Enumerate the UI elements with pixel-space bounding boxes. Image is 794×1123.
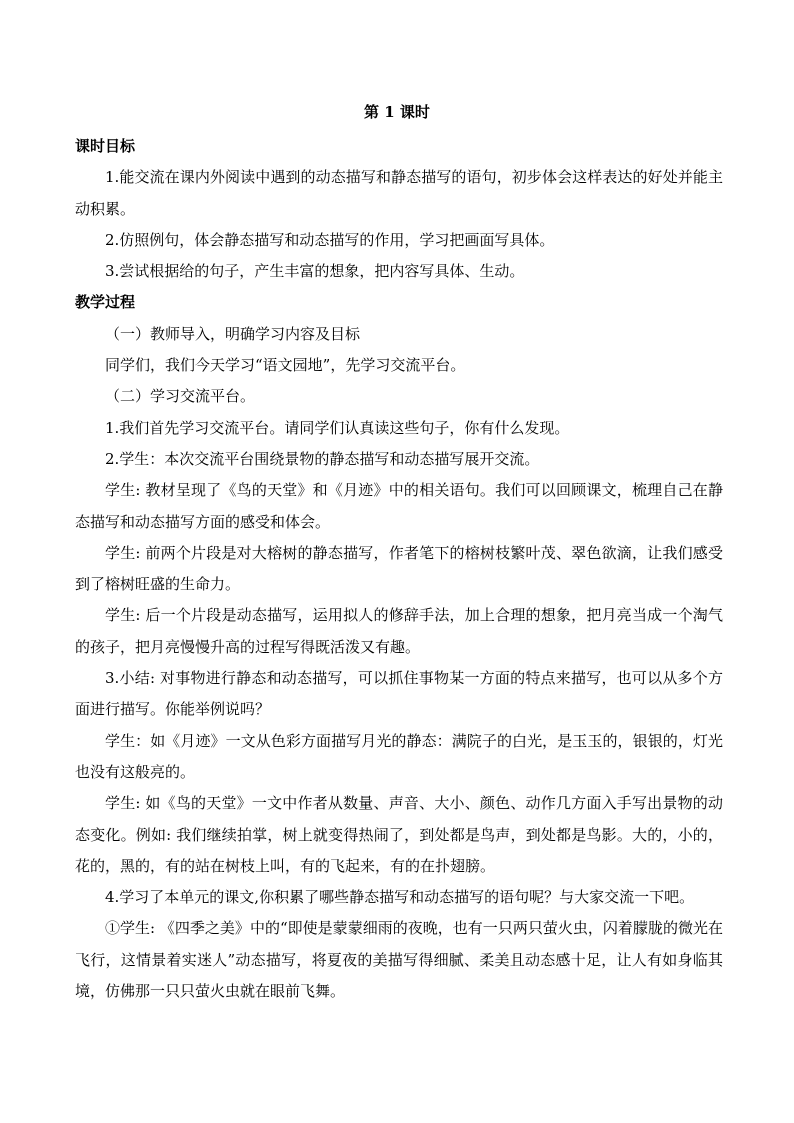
process-heading: 教学过程	[75, 293, 136, 312]
process-paragraph: 4.学习了本单元的课文,你积累了哪些静态描写和动态描写的语句呢？与大家交流一下吧。	[105, 888, 695, 907]
goal-item: 2.仿照例句，体会静态描写和动态描写的作用，学习把画面写具体。	[105, 230, 555, 249]
process-paragraph: 学生: 教材呈现了《鸟的天堂》和《月迹》中的相关语句。我们可以回顾课文，梳理自己在静态描写和动态描写方面的感受和体会。	[75, 481, 723, 531]
goal-item: 1.能交流在课内外阅读中遇到的动态描写和静态描写的语句，初步体会这样表达的好处并能主动积累。	[75, 168, 723, 218]
goals-heading: 课时目标	[75, 137, 136, 155]
process-paragraph: 学生: 后一个片段是动态描写，运用拟人的修辞手法，加上合理的想象，把月亮当成一个淘气的孩子，把月亮慢慢升高的过程写得既活泼又有趣。	[75, 606, 723, 656]
goal-item: 3.尝试根据给的句子，产生丰富的想象，把内容写具体、生动。	[105, 262, 525, 281]
process-paragraph: 3.小结: 对事物进行静态和动态描写，可以抓住事物某一方面的特点来描写，也可以从多个方面进行描写。你能举例说吗？	[75, 669, 723, 719]
process-paragraph: （一）教师导入，明确学习内容及目标	[105, 324, 361, 343]
process-paragraph: 1.我们首先学习交流平台。请同学们认真读这些句子，你有什么发现。	[105, 418, 570, 437]
process-paragraph: 同学们，我们今天学习“语文园地”，先学习交流平台。	[105, 356, 466, 375]
process-paragraph: 学生: 如《鸟的天堂》一文中作者从数量、声音、大小、颜色、动作几方面入手写出景物的动态变化。例如: 我们继续拍掌，树上就变得热闹了，到处都是鸟声，到处都是鸟影。大的，小的，花的，黑的，有的站在树枝上叫，有的飞起来，有的在扑翅膀。	[75, 794, 723, 875]
process-paragraph: ①学生: 《四季之美》中的“即使是蒙蒙细雨的夜晚，也有一只两只萤火虫，闪着朦胧的微光在飞行，这情景着实迷人”动态描写，将夏夜的美描写得细腻、柔美且动态感十足，让人有如身临其境，仿佛那一只只萤火虫就在眼前飞舞。	[75, 919, 723, 1001]
process-paragraph: 2.学生：本次交流平台围绕景物的静态描写和动态描写展开交流。	[105, 449, 540, 468]
process-paragraph: 学生: 前两个片段是对大榕树的静态描写，作者笔下的榕树枝繁叶茂、翠色欲滴，让我们感受到了榕树旺盛的生命力。	[75, 543, 723, 594]
lesson-title: 第 1 课时	[364, 103, 430, 121]
process-paragraph: 学生：如《月迹》一文从色彩方面描写月光的静态：满院子的白光，是玉玉的，银银的，灯光也没有这般亮的。	[75, 731, 723, 781]
process-paragraph: （二）学习交流平台。	[105, 387, 256, 406]
document-body	[75, 131, 723, 1007]
